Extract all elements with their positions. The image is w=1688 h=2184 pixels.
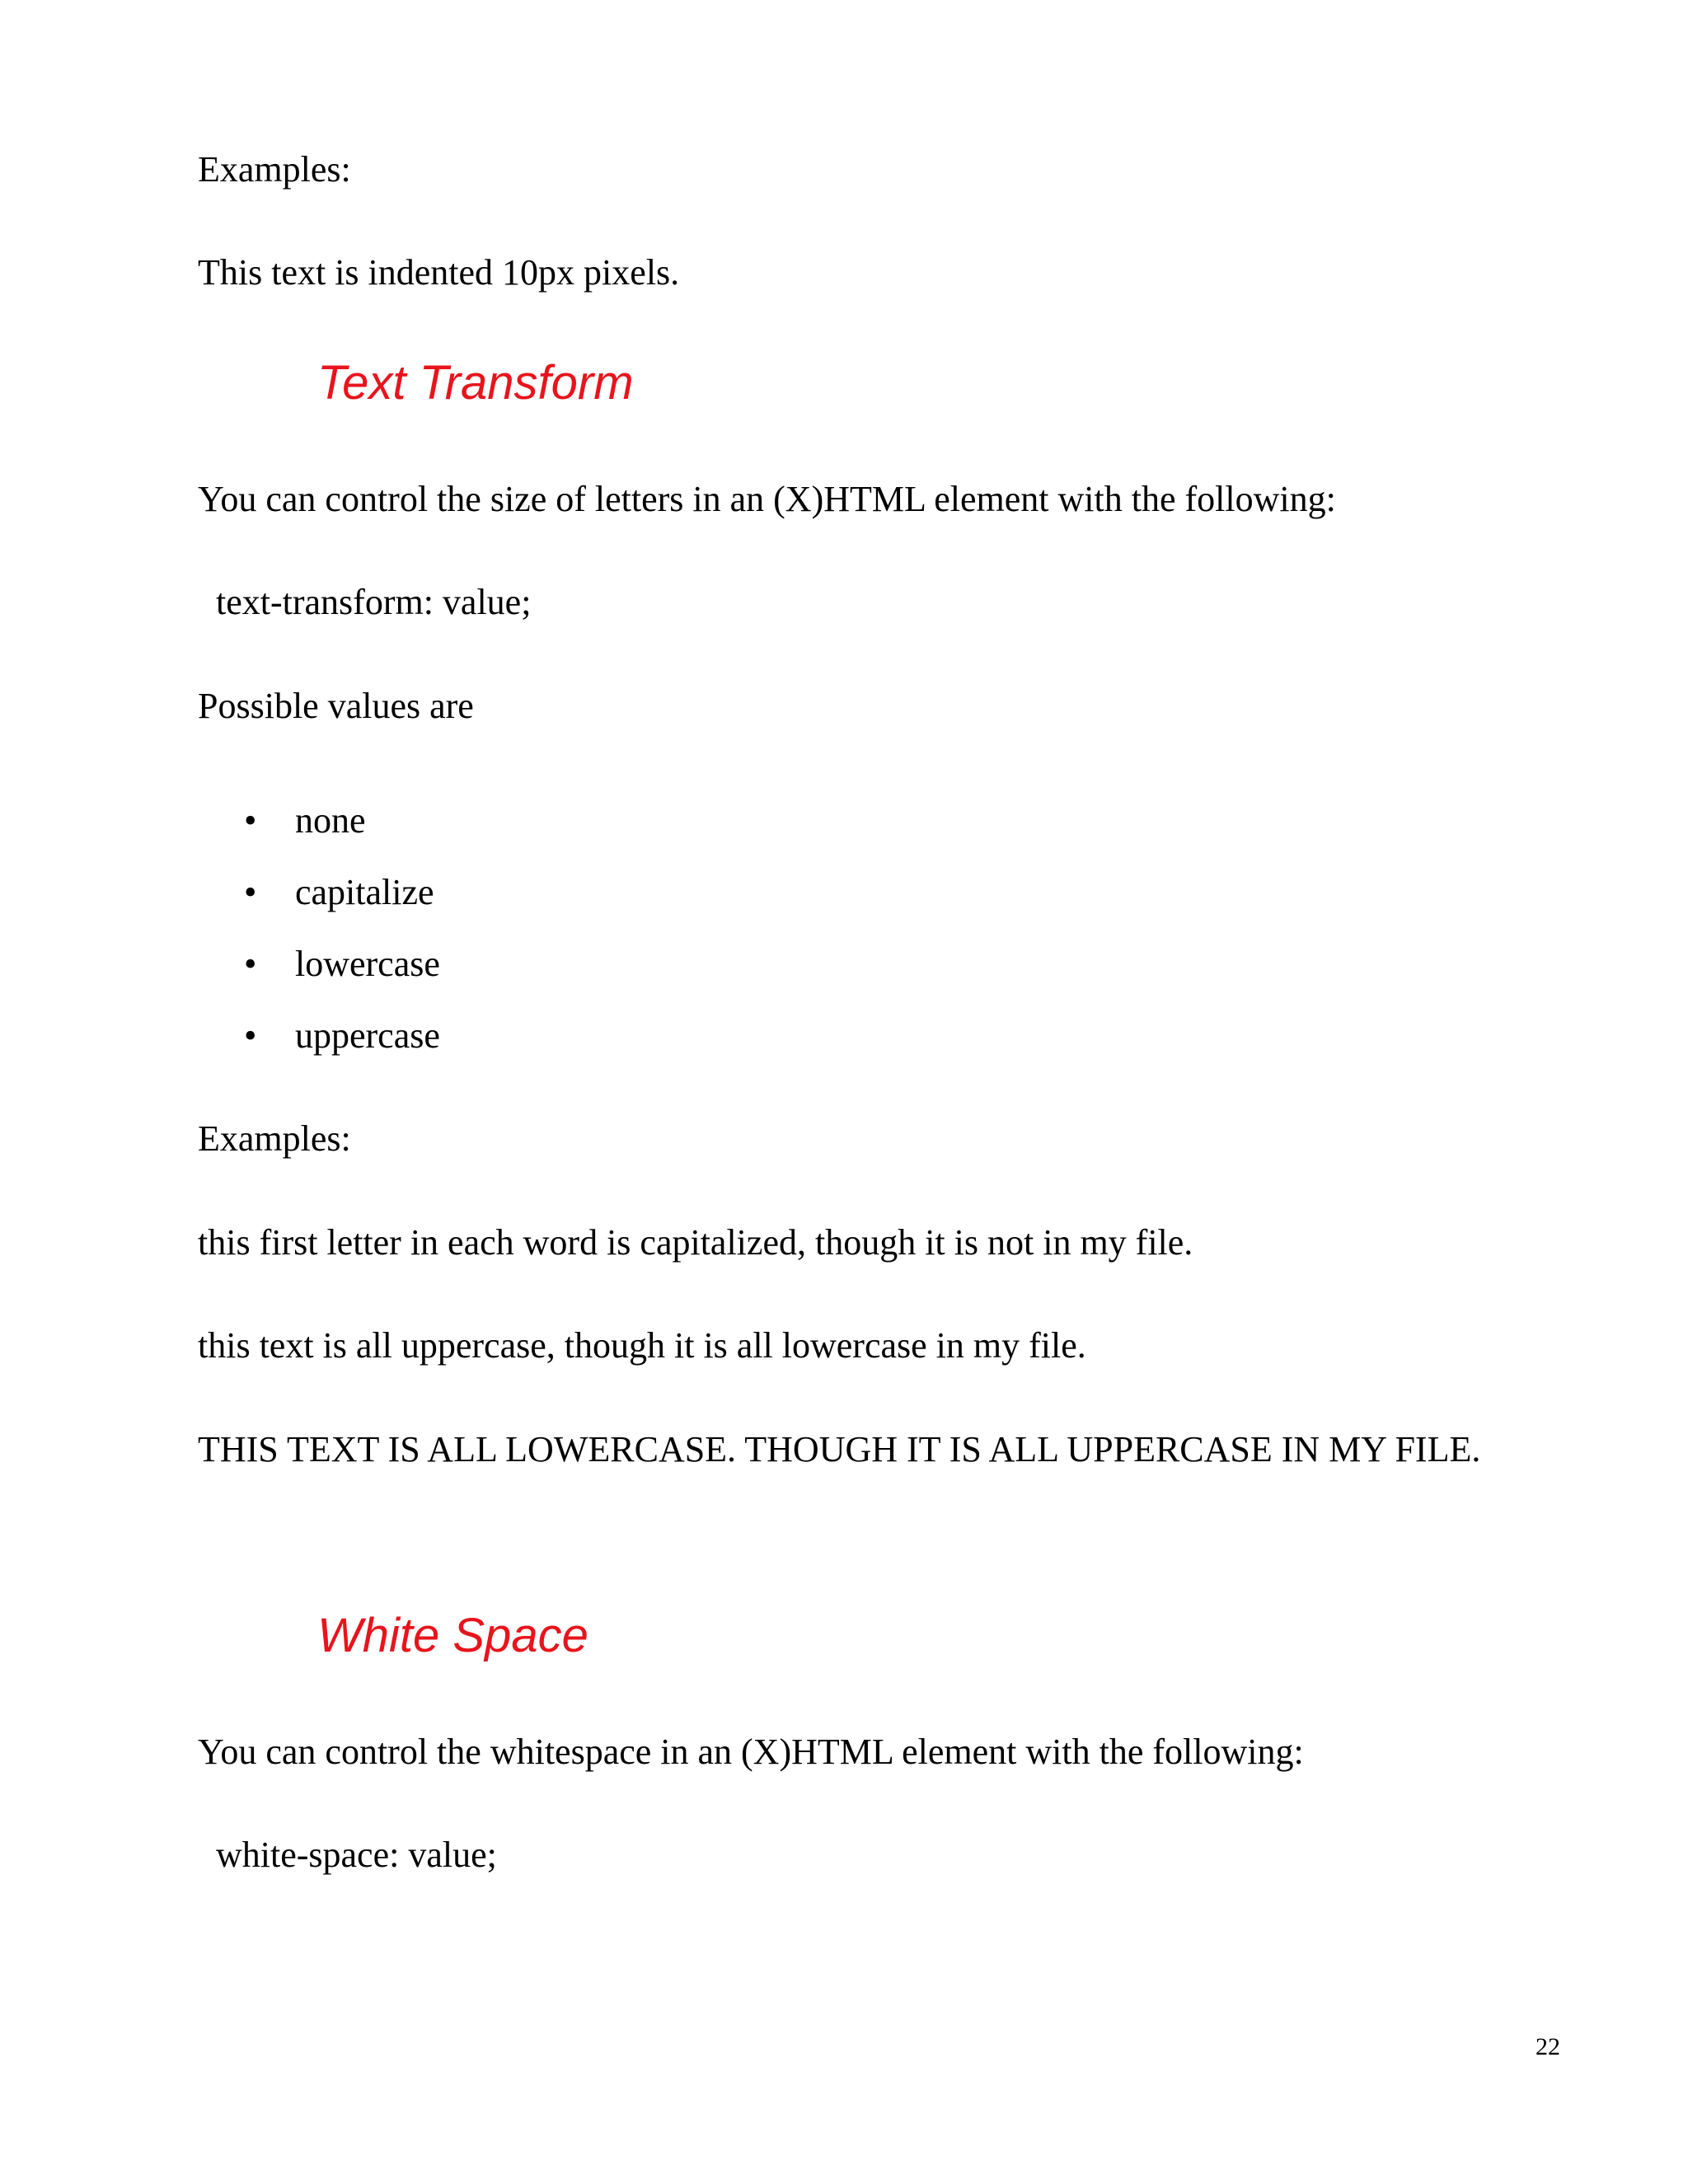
list-item-label: none [295,800,366,841]
lowercase-example: THIS TEXT IS ALL LOWERCASE. THOUGH IT IS ALL UPPERCASE IN MY FILE. [198,1429,1481,1469]
white-space-intro: You can control the whitespace in an (X)HTML element with the following: [198,1732,1304,1772]
bullet-icon: • [244,944,257,984]
capitalize-example: this first letter in each word is capitalized, though it is not in my file. [198,1222,1193,1263]
page-number: 22 [1536,2033,1560,2060]
examples-label-2: Examples: [198,1118,351,1159]
section-heading-white-space: White Space [317,1609,588,1662]
examples-label: Examples: [198,149,351,190]
list-item-label: uppercase [295,1015,440,1056]
indent-example-text: This text is indented 10px pixels. [198,252,680,293]
bullet-icon: • [244,800,257,841]
text-transform-syntax: text-transform: value; [216,582,532,622]
section-heading-text-transform: Text Transform [317,356,634,410]
bullet-icon: • [244,1015,257,1056]
white-space-syntax: white-space: value; [216,1835,497,1875]
uppercase-example: this text is all uppercase, though it is all lowercase in my file. [198,1325,1086,1366]
possible-values-label: Possible values are [198,686,474,726]
bullet-icon: • [244,872,257,912]
list-item-label: lowercase [295,944,440,984]
text-transform-intro: You can control the size of letters in an (X)HTML element with the following: [198,479,1336,519]
list-item-label: capitalize [295,872,434,912]
